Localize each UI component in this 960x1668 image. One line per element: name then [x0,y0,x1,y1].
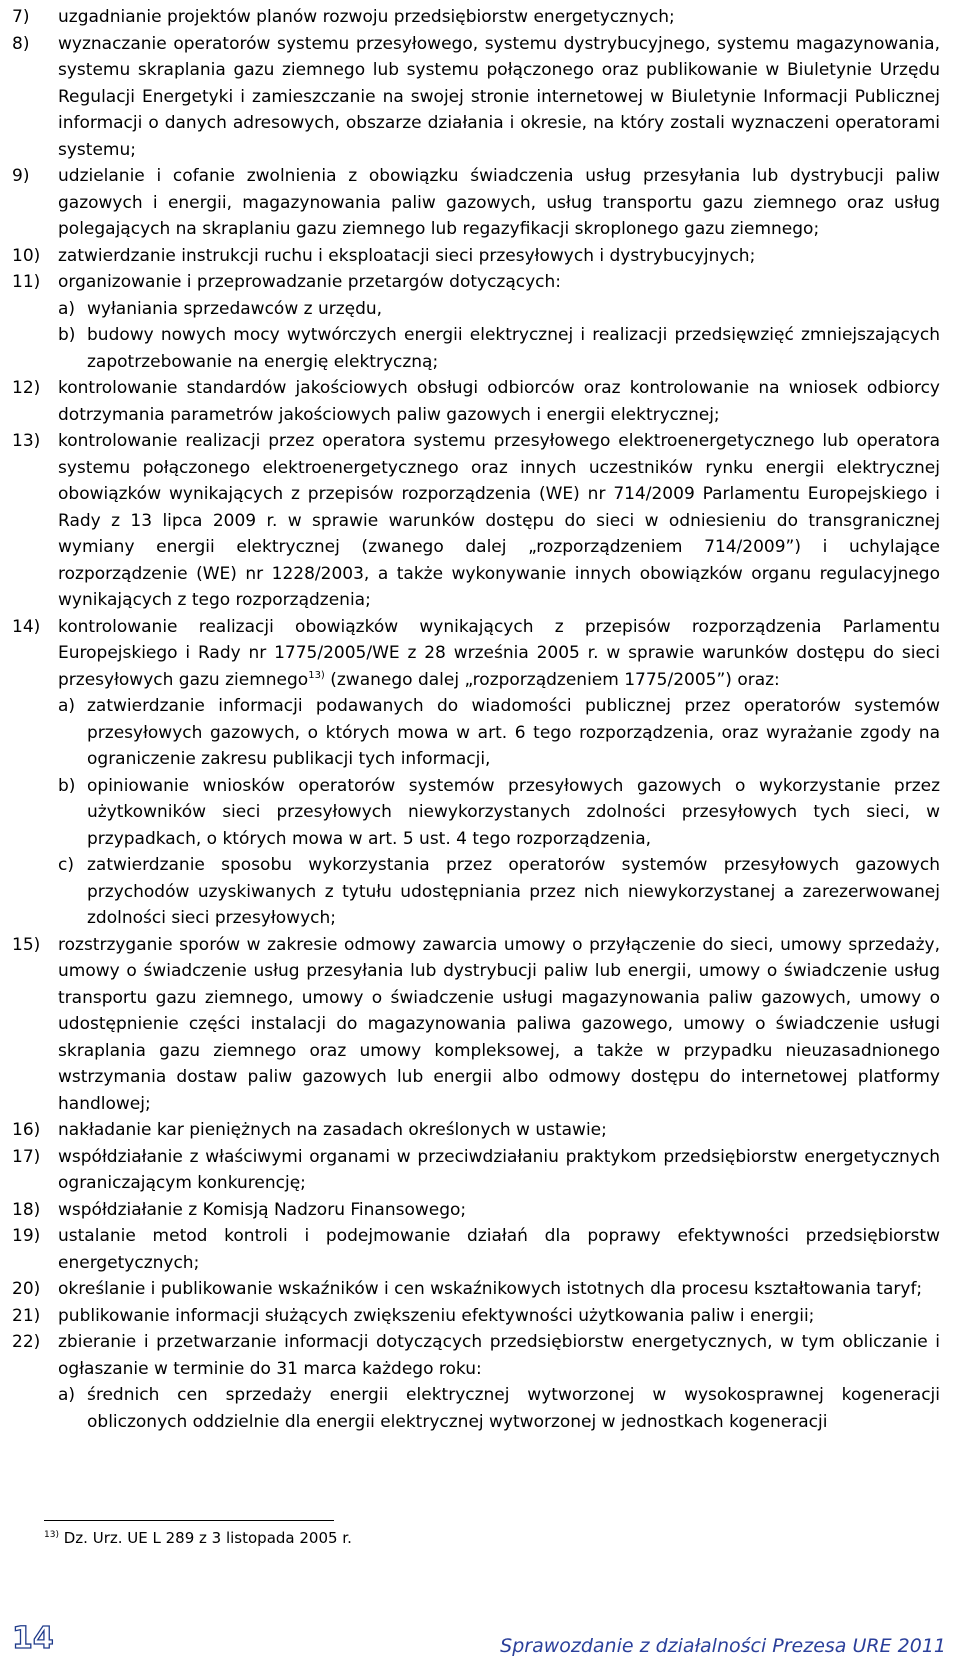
item-number: 15) [12,934,41,955]
footnote-divider [44,1520,334,1521]
item-text: współdziałanie z Komisją Nadzoru Finansowego; [58,1199,467,1220]
sub-item [12,322,940,375]
item-text: nakładanie kar pieniężnych na zasadach określonych w ustawie; [58,1120,607,1140]
sub-item-label: a) [58,298,76,319]
list-item [12,163,940,243]
list-item [12,1329,940,1382]
list-item [12,614,940,694]
item-text: organizowanie i przeprowadzanie przetargów dotyczących: [58,272,562,292]
item-text: udzielanie i cofanie zwolnienia z obowiązku świadczenia usług przesyłania lub dystrybucji paliw gazowych i energii, magazynowania paliw gazowych, usług transportu gazu ziemnego oraz usług polegających na skraplaniu gazu ziemnego lub regazyfikacji skroplonego gazu ziemnego; [58,166,940,239]
sub-item-label: a) [58,1385,76,1405]
item-number: 11) [12,272,41,292]
list-item [12,1276,940,1303]
item-text: określanie i publikowanie wskaźników i cen wskaźnikowych istotnych dla procesu kształtowania taryf; [58,1279,923,1299]
list-item [12,1144,940,1197]
item-text: wyznaczanie operatorów systemu przesyłowego, systemu dystrybucyjnego, systemu magazynowania, systemu skraplania gazu ziemnego lub systemu połączonego oraz publikowanie w Biuletynie Urzędu Regulacji Energetyki i zamieszczanie na swojej stronie internetowej w Biuletynie Informacji Publicznej informacji o danych adresowych, obszarze działania i okresie, na który zostali wyznaczeni operatorami systemu; [58,33,940,160]
item-number: 12) [12,378,41,398]
sub-item [12,1382,940,1435]
list-item [12,1303,940,1330]
sub-item [12,773,940,853]
sub-item [12,296,940,323]
item-number: 14) [12,616,41,637]
list-item [12,243,940,270]
item-text: uzgadnianie projektów planów rozwoju przedsiębiorstw energetycznych; [58,7,675,27]
item-text: zatwierdzanie instrukcji ruchu i eksploatacji sieci przesyłowych i dystrybucyjnych; [58,245,756,266]
list-item [12,269,940,296]
sub-item-text: opiniowanie wniosków operatorów systemów przesyłowych gazowych o wykorzystanie przez użytkowników sieci przesyłowych niewykorzystanych zdolności przesyłowych tych sieci, w przypadkach, o których mowa w art. 5 ust. 4 tego rozporządzenia, [87,775,940,849]
list-item [12,31,940,164]
item-text: publikowanie informacji służących zwiększeniu efektywności użytkowania paliw i energii; [58,1305,815,1326]
item-number: 7) [12,7,30,27]
item-text: kontrolowanie realizacji obowiązków wynikających z przepisów rozporządzenia Parlamentu Europejskiego i Rady nr 1775/2005/WE z 28 września 2005 r. w sprawie warunków dostępu do sieci przesyłowych gazu ziemnego [58,616,940,690]
sub-item-label: b) [58,775,76,796]
item-text: współdziałanie z właściwymi organami w przeciwdziałaniu praktykom przedsiębiorstw energetycznych ograniczającym konkurencję; [58,1146,940,1193]
item-number: 22) [12,1332,41,1352]
footnote [44,1528,352,1548]
item-text-continued: (zwanego dalej „rozporządzeniem 1775/2005”) oraz: [324,669,780,690]
list-item [12,428,940,614]
footnote-mark: 13) [44,1530,59,1540]
sub-item-text: zatwierdzanie sposobu wykorzystania przez operatorów systemów przesyłowych gazowych przychodów uzyskiwanych z tytułu udostępniania przez nich niewykorzystanej a zarezerwowanej zdolności sieci przesyłowych; [87,855,940,928]
item-text: zbieranie i przetwarzanie informacji dotyczących przedsiębiorstw energetycznych, w tym obliczanie i ogłaszanie w terminie do 31 marca każdego roku: [58,1332,940,1379]
sub-item [12,852,940,932]
list-item [12,1223,940,1276]
document-body [12,4,940,1435]
sub-item-text: budowy nowych mocy wytwórczych energii elektrycznej i realizacji przedsięwzięć zmniejszających zapotrzebowanie na energię elektryczną; [87,325,940,372]
item-text: kontrolowanie standardów jakościowych obsługi odbiorców oraz kontrolowanie na wniosek odbiorcy dotrzymania parametrów jakościowych paliw gazowych i energii elektrycznej; [58,378,940,425]
item-number: 19) [12,1226,41,1246]
item-number: 9) [12,166,30,186]
item-number: 10) [12,245,41,266]
sub-item-text: zatwierdzanie informacji podawanych do wiadomości publicznej przez operatorów systemów przesyłowych gazowych, o których mowa w art. 6 tego rozporządzenia, oraz wyrażanie zgody na ograniczenie zakresu publikacji tych informacji, [87,696,940,769]
item-number: 20) [12,1279,41,1299]
page-number: 14 [12,1621,54,1656]
item-number: 8) [12,33,30,54]
item-text: ustalanie metod kontroli i podejmowanie działań dla poprawy efektywności przedsiębiorstw energetycznych; [58,1226,940,1273]
sub-item-label: c) [58,855,74,875]
sub-item-text: wyłaniania sprzedawców z urzędu, [87,298,383,319]
item-number: 13) [12,431,41,451]
sub-item-label: a) [58,696,76,716]
item-number: 18) [12,1199,41,1220]
list-item [12,932,940,1118]
sub-item-text: średnich cen sprzedaży energii elektrycznej wytworzonej w wysokosprawnej kogeneracji obliczonych oddzielnie dla energii elektrycznej wytworzonej w jednostkach kogeneracji [87,1385,940,1432]
list-item [12,375,940,428]
sub-item [12,693,940,773]
item-text: kontrolowanie realizacji przez operatora systemu przesyłowego elektroenergetycznego lub operatora systemu połączonego elektroenergetycznego oraz innych uczestników rynku energii elektrycznej obowiązków wynikających z przepisów rozporządzenia (WE) nr 714/2009 Parlamentu Europejskiego i Rady z 13 lipca 2009 r. w sprawie warunków dostępu do sieci w odniesieniu do transgranicznej wymiany energii elektrycznej (zwanego dalej „rozporządzeniem 714/2009”) i uchylające rozporządzenie (WE) nr 1228/2003, a także wykonywanie innych obowiązków organu regulacyjnego wynikających z tego rozporządzenia; [58,431,940,610]
item-number: 16) [12,1120,41,1140]
footnote-reference[interactable]: 13) [308,669,325,681]
item-number: 21) [12,1305,41,1326]
item-number: 17) [12,1146,41,1167]
running-footer-title: Sprawozdanie z działalności Prezesa URE 2011 [500,1635,946,1657]
list-item [12,1117,940,1144]
sub-item-label: b) [58,325,76,345]
footnote-text: Dz. Urz. UE L 289 z 3 listopada 2005 r. [63,1529,352,1547]
list-item [12,4,940,31]
item-text: rozstrzyganie sporów w zakresie odmowy zawarcia umowy o przyłączenie do sieci, umowy sprzedaży, umowy o świadczenie usług przesyłania lub dystrybucji paliw lub energii, umowy o świadczenie usług transportu gazu ziemnego, umowy o świadczenie usługi magazynowania paliw gazowych, umowy o udostępnienie części instalacji do magazynowania paliwa gazowego, umowy o świadczenie usługi skraplania gazu ziemnego oraz umowy kompleksowej, a także w przypadku nieuzasadnionego wstrzymania dostaw paliw gazowych lub energii albo odmowy dostępu do internetowej platformy handlowej; [58,934,940,1114]
list-item [12,1197,940,1224]
